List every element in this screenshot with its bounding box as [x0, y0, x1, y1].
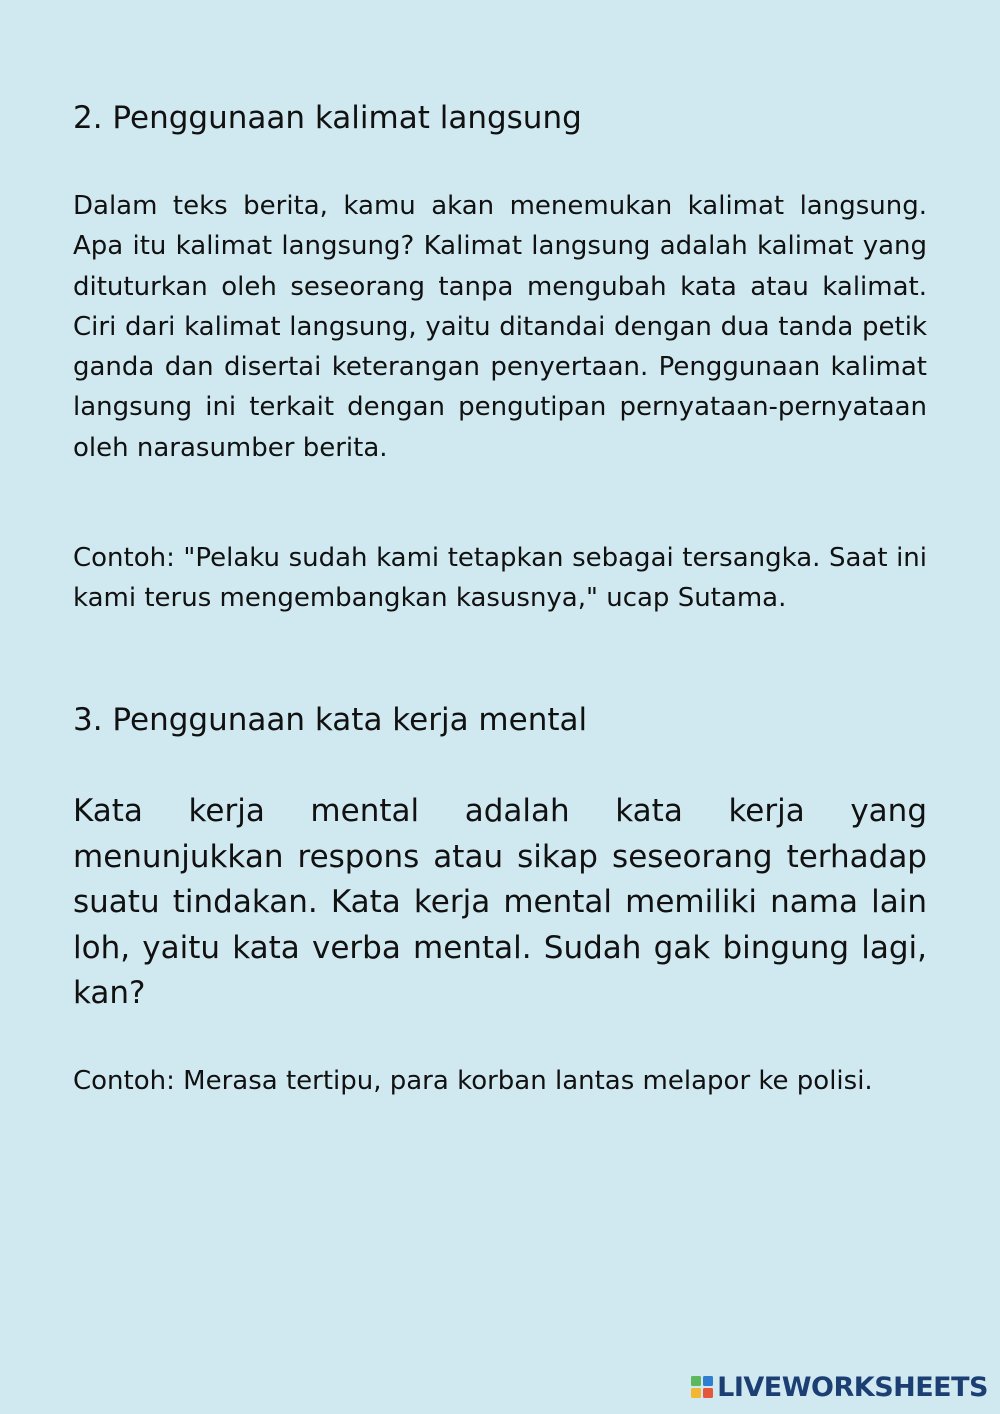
liveworksheets-wordmark: LIVEWORKSHEETS [717, 1371, 988, 1403]
section-3-example: Contoh: Merasa tertipu, para korban lantas melapor ke polisi. [73, 1066, 873, 1096]
liveworksheets-branding [691, 1372, 988, 1402]
section-2-example: Contoh: "Pelaku sudah kami tetapkan sebagai tersangka. Saat ini kami terus mengembangkan kasusnya," ucap Sutama. [73, 543, 927, 614]
section-3-heading: 3. Penggunaan kata kerja mental [73, 702, 588, 738]
section-2-body: Dalam teks berita, kamu akan menemukan kalimat langsung. Apa itu kalimat langsung? Kalimat langsung adalah kalimat yang dituturkan oleh seseorang tanpa mengubah kata atau kalimat. Ciri dari kalimat langsung, yaitu ditandai dengan dua tanda petik ganda dan disertai keterangan penyertaan. Penggunaan kalimat langsung ini terkait dengan pengutipan pernyataan-pernyataan oleh narasumber berita. [73, 191, 927, 463]
liveworksheets-logo-icon [691, 1376, 713, 1398]
section-2-heading: 2. Penggunaan kalimat langsung [73, 100, 582, 136]
section-3-body: Kata kerja mental adalah kata kerja yang menunjukkan respons atau sikap seseorang terhadap suatu tindakan. Kata kerja mental memiliki nama lain loh, yaitu kata verba mental. Sudah gak bingung lagi, kan? [73, 793, 927, 1011]
